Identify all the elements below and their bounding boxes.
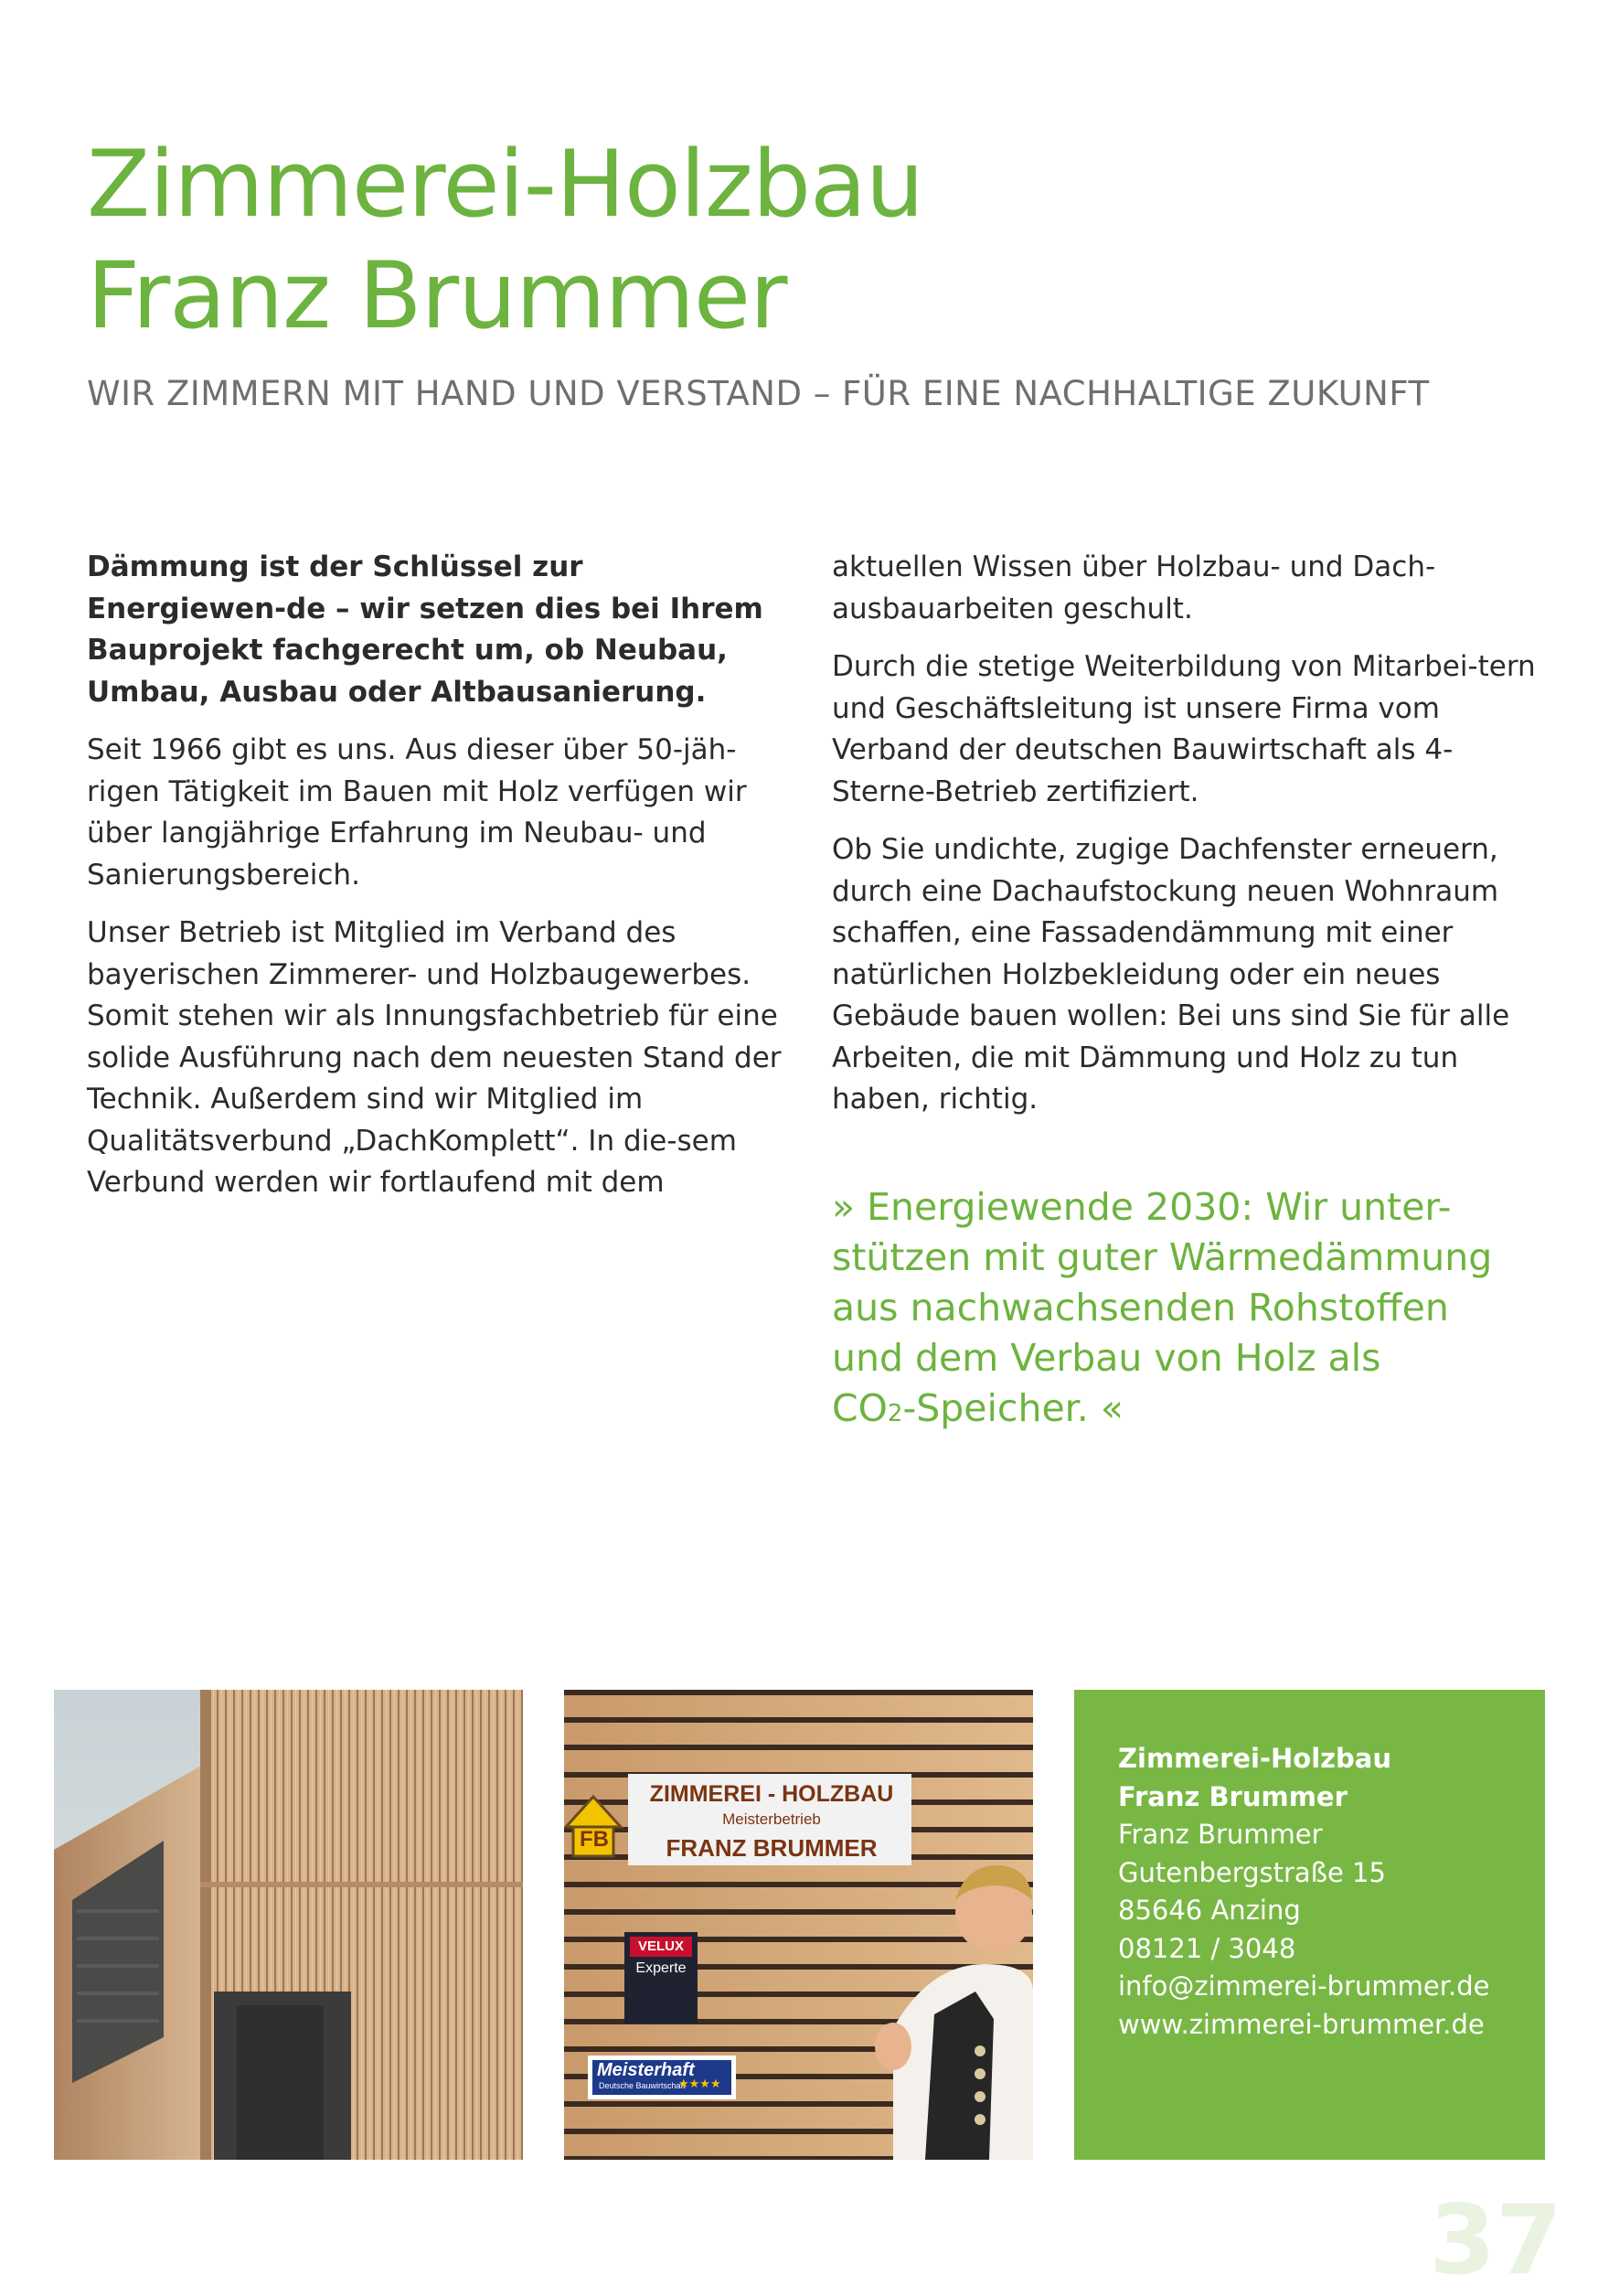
paragraph-services: Ob Sie undichte, zugige Dachfenster erneuern, durch eine Dachaufstockung neuen Wohnraum schaffen, eine Fassadendämmung mit einer natürlichen Holzbekleidung oder ein neues Gebäude bauen wollen: Bei uns sind Sie für alle Arbeiten, die mit Dämmung und Holz zu tun haben, richtig. (832, 833, 1510, 1116)
page-number: 37 (1429, 2184, 1563, 2296)
sign-brand-line-2: Meisterbetrieb (722, 1810, 821, 1828)
quote-line-3: aus nachwachsenden Rohstoffen (832, 1286, 1449, 1330)
text-column-right (832, 547, 1536, 1137)
velux-experte-label: Experte (635, 1960, 687, 1976)
contact-phone[interactable]: 08121 / 3048 (1118, 1932, 1296, 1964)
quote-subscript: 2 (887, 1400, 903, 1427)
title-line-2: Franz Brummer (87, 241, 787, 349)
paragraph-certification: Durch die stetige Weiterbildung von Mitarbei-tern und Geschäftsleitung ist unsere Firma vom Verband der deutschen Bauwirtschaft als 4-Sterne-Betrieb zertifiziert. (832, 650, 1536, 808)
contact-name: Franz Brummer (1118, 1819, 1323, 1850)
meisterhaft-subtitle: Deutsche Bauwirtschaft (599, 2081, 686, 2090)
quote-line-2: stützen mit guter Wärmedämmung (832, 1235, 1493, 1279)
contact-company-line-1: Zimmerei-Holzbau (1118, 1743, 1392, 1774)
contact-email-link[interactable]: info@zimmerei-brummer.de (1118, 1970, 1490, 2002)
quote-line-5 (832, 1383, 1545, 1439)
sign-brand-line-3: FRANZ BRUMMER (666, 1834, 878, 1862)
subtitle: WIR ZIMMERN MIT HAND UND VERSTAND – FÜR EINE NACHHALTIGE ZUKUNFT (87, 374, 1430, 413)
paragraph-membership: Unser Betrieb ist Mitglied im Verband des bayerischen Zimmerer- und Holzbaugewerbes. Somit stehen wir als Innungsfachbetrieb für eine solide Ausführung nach dem neuesten Stand der Technik. Außerdem sind wir Mitglied im Qualitätsverbund „DachKomplett“. In die-sem Verbund werden wir fortlaufend mit dem (87, 916, 782, 1199)
velux-logo: VELUX (637, 1938, 684, 1954)
fb-monogram: FB (580, 1827, 609, 1852)
sign-text-layer (564, 1690, 1033, 2160)
quote-suffix: -Speicher. « (902, 1386, 1124, 1430)
paragraph-training: aktuellen Wissen über Holzbau- und Dach-ausbauarbeiten geschult. (832, 550, 1436, 625)
sign-brand-line-1: ZIMMEREI - HOLZBAU (649, 1781, 894, 1807)
contact-box (1074, 1690, 1545, 2160)
contact-website-link[interactable]: www.zimmerei-brummer.de (1118, 2008, 1485, 2040)
text-column-left (87, 547, 791, 1221)
meisterhaft-stars: ★★★★ (678, 2077, 721, 2091)
page-title (87, 128, 923, 351)
company-sign-photo (564, 1690, 1033, 2160)
meisterhaft-logo: Meisterhaft (597, 2060, 695, 2080)
quote-co: CO (832, 1386, 888, 1430)
quote-line-4: und dem Verbau von Holz als (832, 1336, 1381, 1380)
building-photo (54, 1690, 523, 2160)
lead-paragraph: Dämmung ist der Schlüssel zur Energiewen-de – wir setzen dies bei Ihrem Bauprojekt fachgerecht um, ob Neubau, Umbau, Ausbau oder Altbausanierung. (87, 550, 763, 709)
paragraph-history: Seit 1966 gibt es uns. Aus dieser über 50-jäh-rigen Tätigkeit im Bauen mit Holz verfügen wir über langjährige Erfahrung im Neubau- und Sanierungsbereich. (87, 733, 747, 892)
contact-company-line-2: Franz Brummer (1118, 1780, 1348, 1812)
contact-street: Gutenbergstraße 15 (1118, 1856, 1386, 1888)
pull-quote (832, 1182, 1545, 1439)
quote-line-1: » Energiewende 2030: Wir unter- (832, 1185, 1452, 1229)
title-line-1: Zimmerei-Holzbau (87, 130, 923, 238)
contact-city: 85646 Anzing (1118, 1895, 1301, 1926)
